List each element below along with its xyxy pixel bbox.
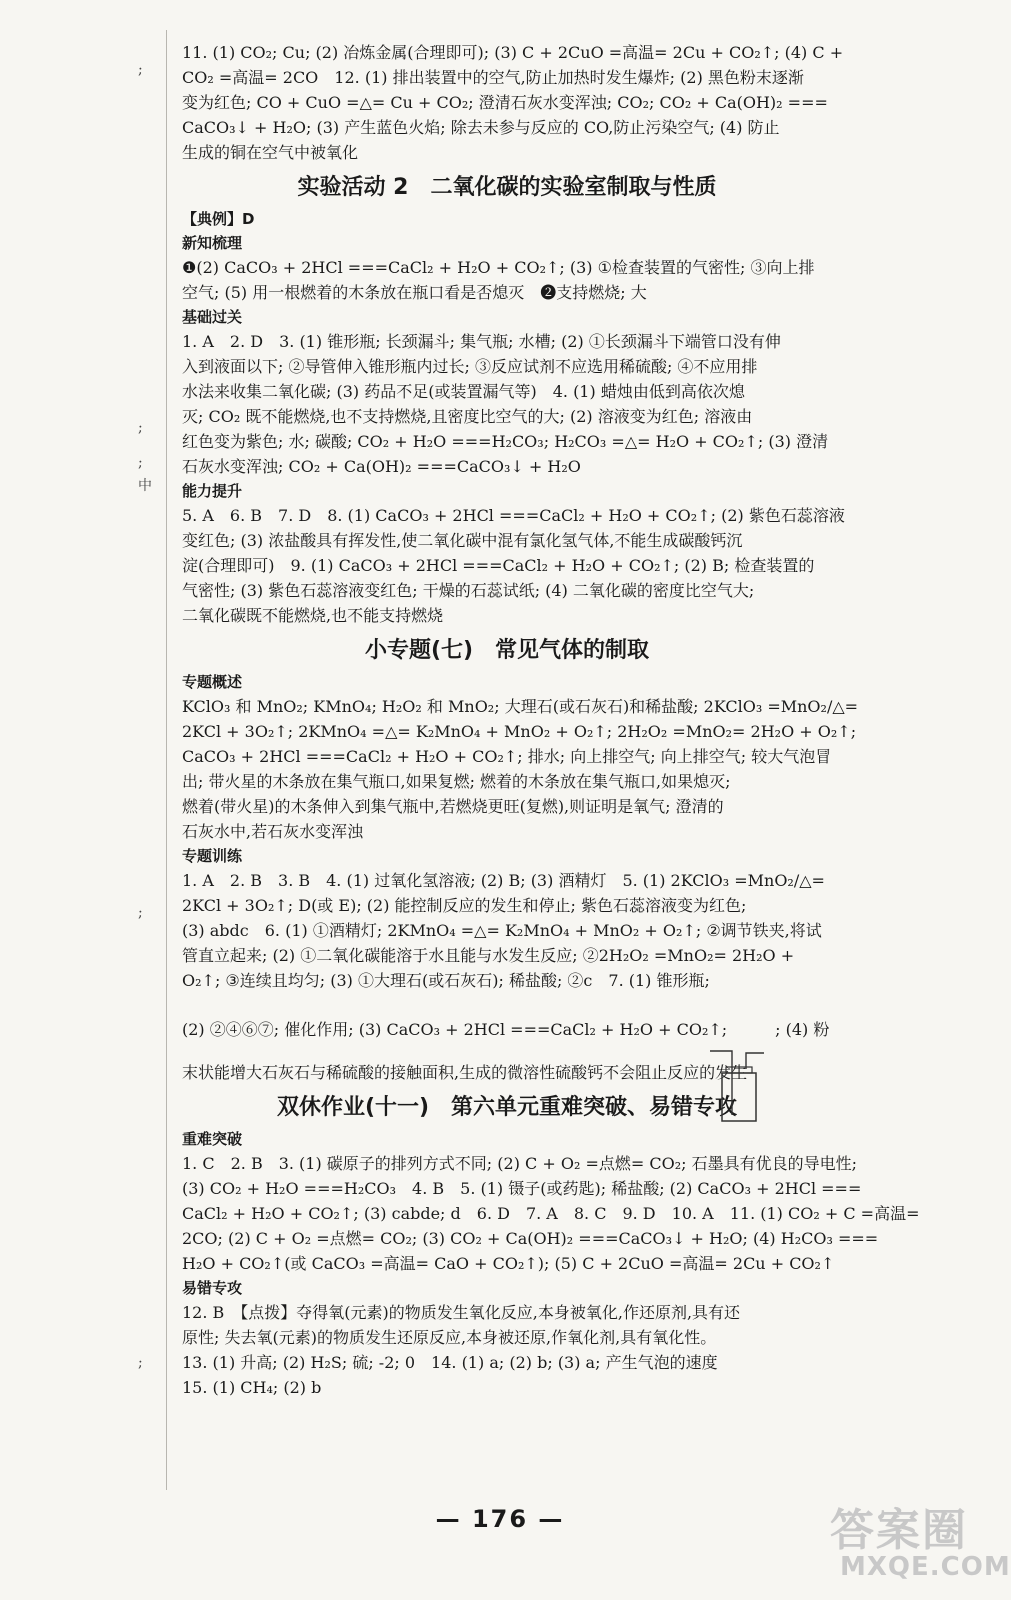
margin-mark: ;	[138, 1355, 143, 1371]
sub-heading: 专题概述	[182, 673, 243, 691]
text-line: 12. B 【点拨】夺得氧(元素)的物质发生氧化反应,本身被氧化,作还原剂,具有还	[182, 1303, 741, 1322]
text-line: 淀(合理即可) 9. (1) CaCO₃ + 2HCl ===CaCl₂ + H₂O + CO₂↑; (2) B; 检查装置的	[182, 556, 815, 575]
sub-heading: 专题训练	[182, 847, 243, 865]
margin-mark: ;	[138, 455, 143, 471]
margin-mark: 中	[138, 478, 152, 494]
section-title: 双休作业(十一) 第六单元重难突破、易错专攻	[276, 1095, 738, 1120]
text-line: 变红色; (3) 浓盐酸具有挥发性,使二氧化碳中混有氯化氢气体,不能生成碳酸钙沉	[182, 531, 743, 550]
section-title: 实验活动 2 二氧化碳的实验室制取与性质	[297, 175, 717, 200]
text-line: CaCO₃↓ + H₂O; (3) 产生蓝色火焰; 除去未参与反应的 CO,防止污染空气; (4) 防止	[182, 118, 780, 137]
text-line: CO₂ =高温= 2CO 12. (1) 排出装置中的空气,防止加热时发生爆炸; (2) 黑色粉末逐渐	[182, 68, 804, 87]
sub-heading: 基础过关	[182, 308, 243, 326]
text-line: 1. A 2. B 3. B 4. (1) 过氧化氢溶液; (2) B; (3) 酒精灯 5. (1) 2KClO₃ =MnO₂/△=	[182, 871, 825, 890]
text-line: 2KCl + 3O₂↑; 2KMnO₄ =△= K₂MnO₄ + MnO₂ + O₂↑; 2H₂O₂ =MnO₂= 2H₂O + O₂↑;	[182, 722, 857, 741]
text-line: O₂↑; ③连续且均匀; (3) ①大理石(或石灰石); 稀盐酸; ②c 7. (1) 锥形瓶;	[182, 971, 710, 990]
margin-mark: ;	[138, 62, 143, 78]
sub-heading: 重难突破	[182, 1130, 243, 1148]
text-line: 末状能增大石灰石与稀硫酸的接触面积,生成的微溶性硫酸钙不会阻止反应的发生	[182, 1063, 748, 1082]
text-line: H₂O + CO₂↑(或 CaCO₃ =高温= CaO + CO₂↑); (5) C + 2CuO =高温= 2Cu + CO₂↑	[182, 1254, 835, 1273]
margin-mark: ;	[138, 905, 143, 921]
text-line: 15. (1) CH₄; (2) b	[182, 1378, 322, 1397]
text-line: 5. A 6. B 7. D 8. (1) CaCO₃ + 2HCl ===CaCl₂ + H₂O + CO₂↑; (2) 紫色石蕊溶液	[182, 506, 845, 525]
text-line: 生成的铜在空气中被氧化	[182, 143, 359, 162]
text-line: (3) CO₂ + H₂O ===H₂CO₃ 4. B 5. (1) 镊子(或药匙); 稀盐酸; (2) CaCO₃ + 2HCl ===	[182, 1179, 862, 1198]
example-answer: 【典例】D	[182, 210, 255, 228]
section-title: 小专题(七) 常见气体的制取	[364, 638, 650, 663]
text-line: 红色变为紫色; 水; 碳酸; CO₂ + H₂O ===H₂CO₃; H₂CO₃ =△= H₂O + CO₂↑; (3) 澄清	[182, 432, 829, 451]
text-line: 燃着(带火星)的木条伸入到集气瓶中,若燃烧更旺(复燃),则证明是氧气; 澄清的	[182, 797, 724, 816]
page-number: — 176 —	[435, 1505, 565, 1533]
text-line: 11. (1) CO₂; Cu; (2) 冶炼金属(合理即可); (3) C + 2CuO =高温= 2Cu + CO₂↑; (4) C +	[182, 43, 844, 62]
text-line: 2KCl + 3O₂↑; D(或 E); (2) 能控制反应的发生和停止; 紫色石蕊溶液变为红色;	[182, 896, 747, 915]
text-line: 气密性; (3) 紫色石蕊溶液变红色; 干燥的石蕊试纸; (4) 二氧化碳的密度比空气大;	[182, 581, 755, 600]
text-line: (3) abdc 6. (1) ①酒精灯; 2KMnO₄ =△= K₂MnO₄ + MnO₂ + O₂↑; ②调节铁夹,将试	[182, 921, 822, 940]
text-line: 出; 带火星的木条放在集气瓶口,如果复燃; 燃着的木条放在集气瓶口,如果熄灭;	[182, 772, 731, 791]
gas-collection-bottle-diagram	[708, 1045, 768, 1125]
margin-rule	[166, 30, 167, 1490]
sub-heading: 易错专攻	[182, 1279, 243, 1297]
watermark-text: 答案圈	[830, 1505, 968, 1556]
text-line: 变为红色; CO + CuO =△= Cu + CO₂; 澄清石灰水变浑浊; CO₂; CO₂ + Ca(OH)₂ ===	[182, 93, 828, 112]
text-line: 水法来收集二氧化碳; (3) 药品不足(或装置漏气等) 4. (1) 蜡烛由低到高依次熄	[182, 382, 745, 401]
text-line: ❶(2) CaCO₃ + 2HCl ===CaCl₂ + H₂O + CO₂↑; (3) ①检查装置的气密性; ③向上排	[182, 258, 815, 277]
text-line: 1. A 2. D 3. (1) 锥形瓶; 长颈漏斗; 集气瓶; 水槽; (2) ①长颈漏斗下端管口没有伸	[182, 332, 781, 351]
sub-heading: 能力提升	[182, 482, 243, 500]
text-line: 灭; CO₂ 既不能燃烧,也不支持燃烧,且密度比空气的大; (2) 溶液变为红色; 溶液由	[182, 407, 753, 426]
text-line: 原性; 失去氧(元素)的物质发生还原反应,本身被还原,作氧化剂,具有氧化性。	[182, 1328, 717, 1347]
text-line: (2) ②④⑥⑦; 催化作用; (3) CaCO₃ + 2HCl ===CaCl₂ + H₂O + CO₂↑; ; (4) 粉	[182, 1020, 830, 1039]
text-line: 管直立起来; (2) ①二氧化碳能溶于水且能与水发生反应; ②2H₂O₂ =MnO₂= 2H₂O +	[182, 946, 795, 965]
sub-heading: 新知梳理	[182, 234, 243, 252]
text-line: 1. C 2. B 3. (1) 碳原子的排列方式不同; (2) C + O₂ =点燃= CO₂; 石墨具有优良的导电性;	[182, 1154, 858, 1173]
text-line: 石灰水变浑浊; CO₂ + Ca(OH)₂ ===CaCO₃↓ + H₂O	[182, 457, 581, 476]
margin-mark: ;	[138, 420, 143, 436]
text-line: 13. (1) 升高; (2) H₂S; 硫; -2; 0 14. (1) a; (2) b; (3) a; 产生气泡的速度	[182, 1353, 718, 1372]
text-line: CaCl₂ + H₂O + CO₂↑; (3) cabde; d 6. D 7. A 8. C 9. D 10. A 11. (1) CO₂ + C =高温=	[182, 1204, 920, 1223]
answer-page	[182, 40, 920, 1400]
text-line: CaCO₃ + 2HCl ===CaCl₂ + H₂O + CO₂↑; 排水; 向上排空气; 向上排空气; 较大气泡冒	[182, 747, 832, 766]
text-line: KClO₃ 和 MnO₂; KMnO₄; H₂O₂ 和 MnO₂; 大理石(或石灰石)和稀盐酸; 2KClO₃ =MnO₂/△=	[182, 697, 859, 716]
text-line: 2CO; (2) C + O₂ =点燃= CO₂; (3) CO₂ + Ca(OH)₂ ===CaCO₃↓ + H₂O; (4) H₂CO₃ ===	[182, 1229, 879, 1248]
text-line: 入到液面以下; ②导管伸入锥形瓶内过长; ③反应试剂不应选用稀硫酸; ④不应用排	[182, 357, 758, 376]
text-line: 空气; (5) 用一根燃着的木条放在瓶口看是否熄灭 ❷支持燃烧; 大	[182, 283, 647, 302]
site-watermark	[830, 1490, 1011, 1590]
watermark-url: MXQE.COM	[840, 1552, 1011, 1582]
text-line: 石灰水中,若石灰水变浑浊	[182, 822, 364, 841]
text-line: 二氧化碳既不能燃烧,也不能支持燃烧	[182, 606, 444, 625]
